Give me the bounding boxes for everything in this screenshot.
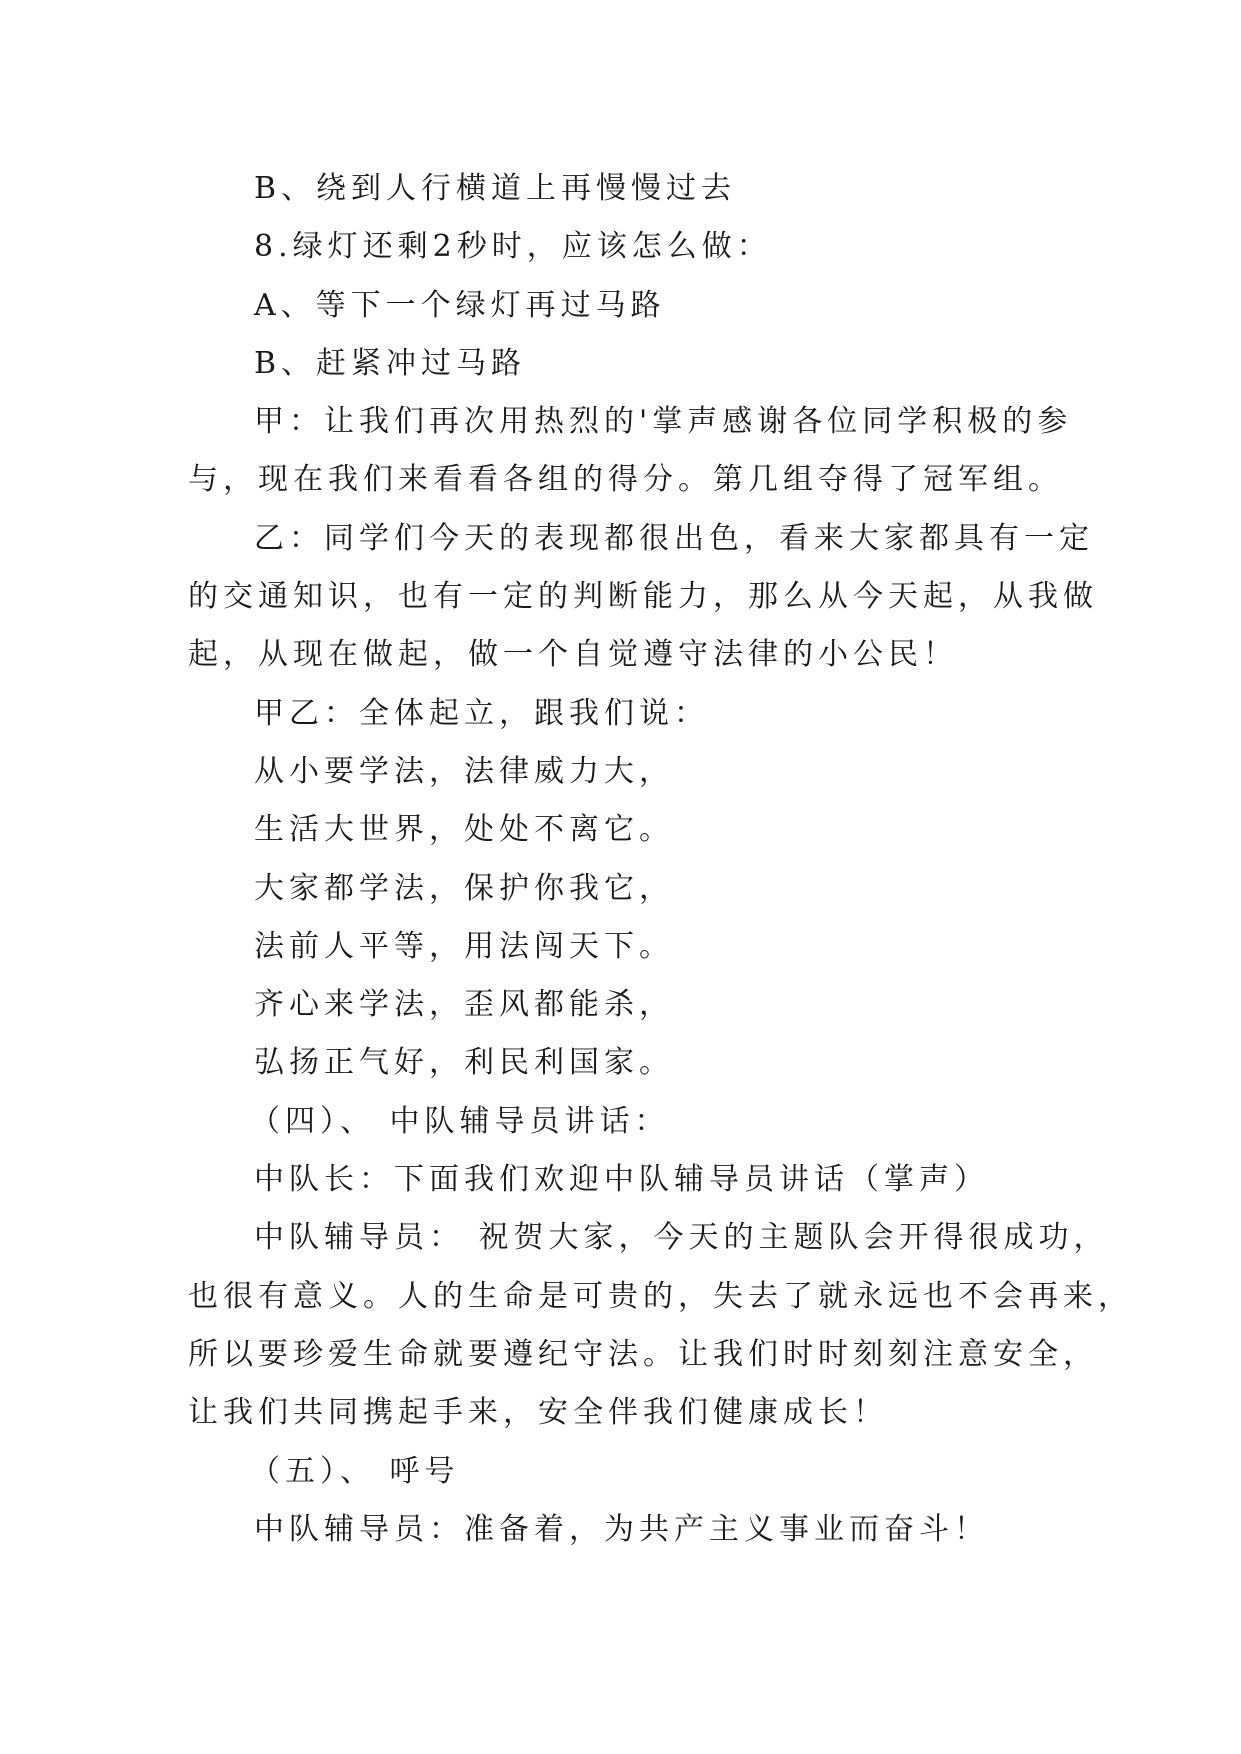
section-heading: （五）、 呼号: [250, 1453, 460, 1489]
option-line: B、绕到人行横道上再慢慢过去: [254, 171, 737, 206]
paragraph-line: 所以要珍爱生命就要遵纪守法。让我们时时刻刻注意安全，: [188, 1336, 1098, 1372]
paragraph-line: 甲乙：全体起立，跟我们说：: [254, 695, 709, 731]
paragraph-line: 中队辅导员： 祝贺大家，今天的主题队会开得很成功，: [254, 1220, 1109, 1256]
paragraph-line: 让我们共同携起手来，安全伴我们健康成长！: [188, 1395, 888, 1431]
paragraph-line: 起，从现在做起，做一个自觉遵守法律的小公民！: [188, 637, 958, 673]
verse-line: 大家都学法，保护你我它，: [254, 870, 674, 906]
verse-line: 齐心来学法，歪风都能杀，: [254, 987, 674, 1023]
paragraph-line: 乙：同学们今天的表现都很出色，看来大家都具有一定: [254, 520, 1094, 556]
verse-line: 从小要学法，法律威力大，: [254, 753, 674, 789]
verse-line: 弘扬正气好，利民利国家。: [254, 1045, 674, 1081]
paragraph-line: 也很有意义。人的生命是可贵的，失去了就永远也不会再来，: [188, 1278, 1133, 1314]
paragraph-line: 的交通知识，也有一定的判断能力，那么从今天起，从我做: [188, 579, 1098, 615]
paragraph-line: 中队辅导员：准备着，为共产主义事业而奋斗！: [254, 1511, 989, 1547]
option-line: A、等下一个绿灯再过马路: [254, 287, 666, 323]
verse-line: 法前人平等，用法闯天下。: [254, 928, 674, 964]
paragraph-line: 与，现在我们来看看各组的得分。第几组夺得了冠军组。: [188, 462, 1063, 498]
question-line: 8.绿灯还剩2秒时，应该怎么做：: [254, 229, 772, 265]
paragraph-line: 甲：让我们再次用热烈的'掌声感谢各位同学积极的参: [254, 404, 1073, 440]
section-heading: （四）、 中队辅导员讲话：: [250, 1103, 670, 1139]
paragraph-line: 中队长：下面我们欢迎中队辅导员讲话（掌声）: [254, 1162, 989, 1198]
verse-line: 生活大世界，处处不离它。: [254, 812, 674, 848]
option-line: B、赶紧冲过马路: [254, 345, 527, 381]
document-body: [188, 160, 1133, 1559]
